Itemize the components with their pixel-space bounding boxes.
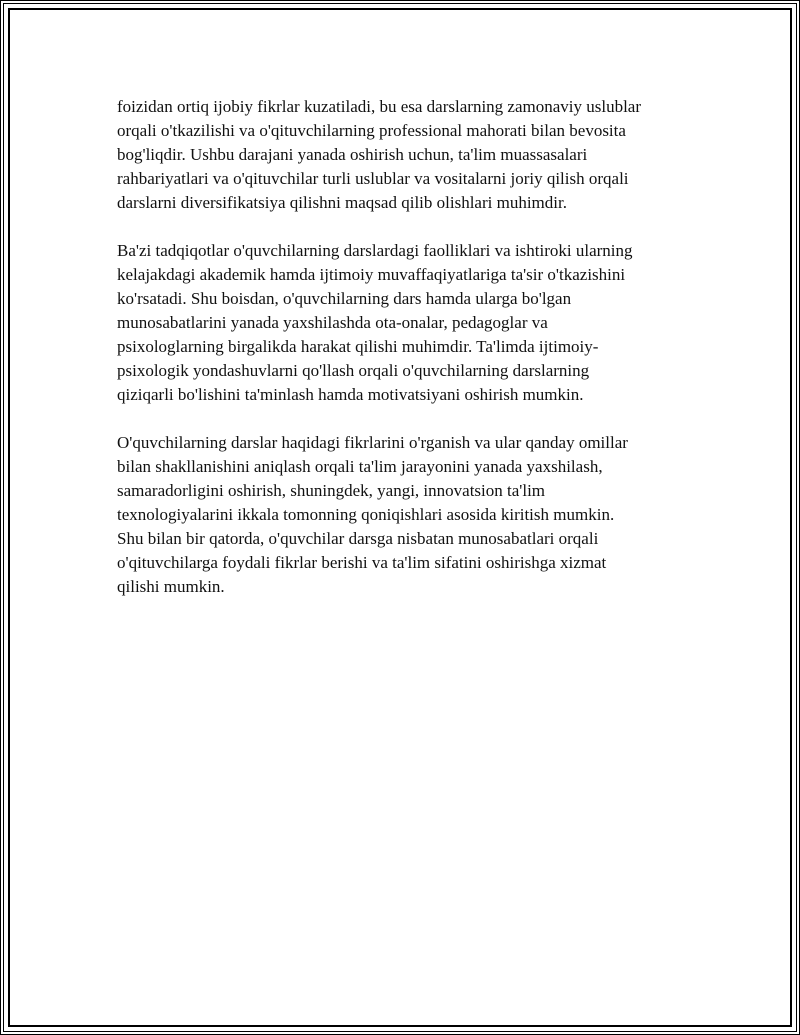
paragraph-3: O'quvchilarning darslar haqidagi fikrlarini o'rganish va ular qanday omillar bilan shakllanishini aniqlash orqali ta'lim jarayonini yanada yaxshilash, samaradorligini oshirish, shuningdek, yangi, innovatsion ta'lim texnologiyalarini ikkala tomonning qoniqishlari asosida kiritish mumkin. Shu bilan bir qatorda, o'quvchilar darsga nisbatan munosabatlari orqali o'qituvchilarga foydali fikrlar berishi va ta'lim sifatini oshirishga xizmat qilishi mumkin. [117,433,628,596]
paragraph-2: Ba'zi tadqiqotlar o'quvchilarning darslardagi faolliklari va ishtiroki ularning kelajakdagi akademik hamda ijtimoiy muvaffaqiyatlariga ta'sir o'tkazishini ko'rsatadi. Shu boisdan, o'quvchilarning dars hamda ularga bo'lgan munosabatlarini yanada yaxshilashda ota-onalar, pedagoglar va psixologlarning birgalikda harakat qilishi muhimdir. Ta'limda ijtimoiy- psixologik yondashuvlarni qo'llash orqali o'quvchilarning darslarning qiziqarli bo'lishini ta'minlash hamda motivatsiyani oshirish mumkin. [117,241,633,404]
paragraph-1: foizidan ortiq ijobiy fikrlar kuzatiladi, bu esa darslarning zamonaviy uslublar orqali o'tkazilishi va o'qituvchilarning professional mahorati bilan bevosita bog'liqdir. Ushbu darajani yanada oshirish uchun, ta'lim muassasalari rahbariyatlari va o'qituvchilar turli uslublar va vositalarni joriy qilish orqali darslarni diversifikatsiya qilishni maqsad qilib olishlari muhimdir. [117,97,642,212]
document-body [117,95,697,623]
